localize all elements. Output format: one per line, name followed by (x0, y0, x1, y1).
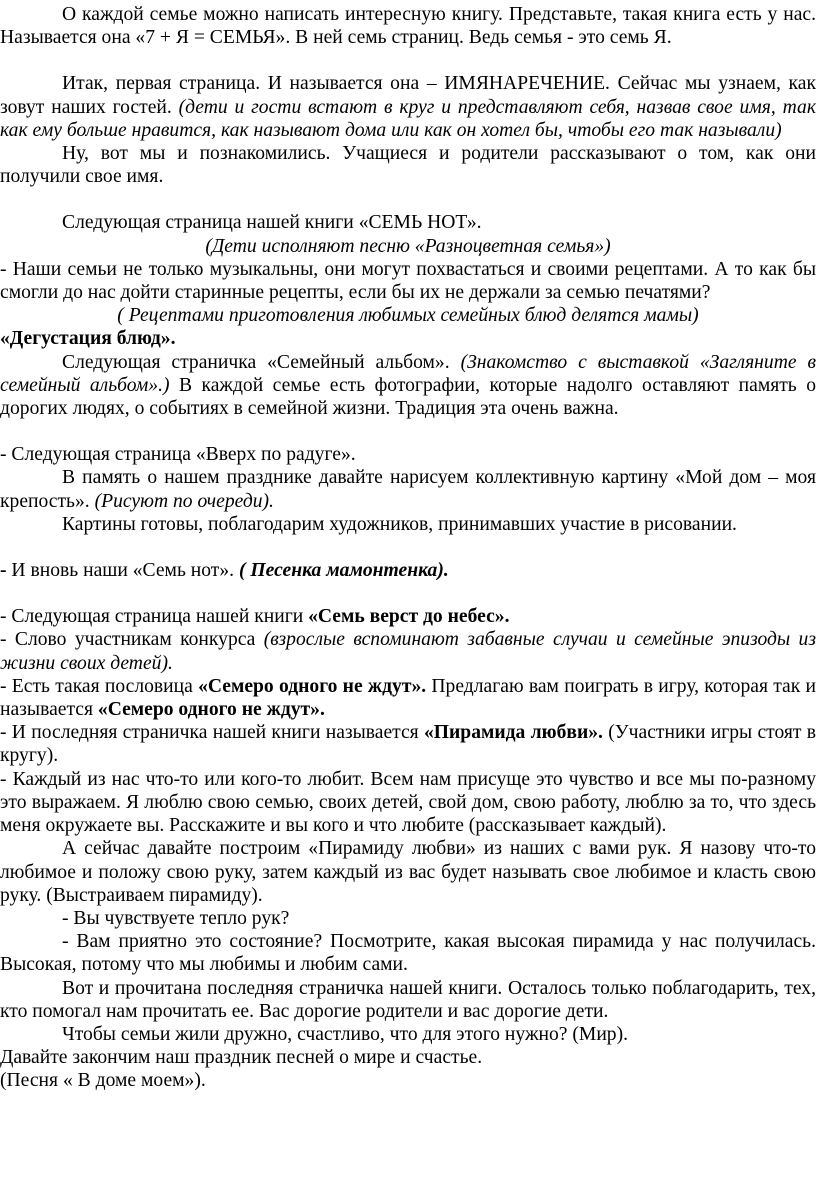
paragraph-proverb (0, 675, 816, 721)
stage-direction: ( Рецептами приготовления любимых семейных блюд делятся мамы) (117, 305, 699, 327)
text: - И последняя страничка нашей книги называется (0, 722, 424, 744)
paragraph-final-song (0, 1069, 816, 1092)
stage-direction: (Дети исполняют песню «Разноцветная семья») (205, 235, 611, 257)
paragraph-page-one (0, 72, 816, 142)
bold-title: «Семеро одного не ждут». (198, 675, 427, 697)
text: (Участники игры стоят в кругу). (0, 722, 816, 767)
paragraph-pictures-ready (0, 513, 816, 536)
text: Ну, вот мы и познакомились. Учащиеся и родители рассказывают о том, как они получили свое имя. (0, 143, 816, 188)
text: И вновь наши «Семь нот». (6, 560, 239, 582)
stage-direction: (Рисуют по очереди). (94, 490, 274, 512)
paragraph-last-page (0, 977, 816, 1023)
text: - Слово участникам конкурса (0, 629, 264, 651)
paragraph-finish (0, 1046, 816, 1069)
paragraph-high-pyramid (0, 930, 816, 976)
text: - Следующая страница нашей книги (0, 606, 309, 628)
text: Чтобы семьи жили дружно, счастливо, что для этого нужно? (Мир). (62, 1023, 629, 1045)
text: Предлагаю вам поиграть в игру, которая так и называется (0, 675, 816, 721)
text: - Вам приятно это состояние? Посмотрите, какая высокая пирамида у нас получилась. Высокая, потому что мы любимы и любим сами. (0, 931, 816, 976)
paragraph-rainbow (0, 443, 816, 466)
paragraph-drawing (0, 466, 816, 512)
text: Следующая страничка «Семейный альбом». (62, 351, 461, 373)
text: О каждой семье можно написать интересную книгу. Представьте, такая книга есть у нас. Называется она «7 + Я = СЕМЬЯ». В ней семь страниц. Ведь семья - это семь Я. (0, 4, 816, 49)
paragraph-contest (0, 628, 816, 674)
bold-dash: - (0, 560, 7, 582)
paragraph-everyone-loves (0, 768, 816, 838)
bold-title: «Семеро одного не ждут». (97, 699, 325, 721)
paragraph-build-pyramid (0, 837, 816, 907)
stage-direction: (дети и гости встают в круг и представляют себя, назвав свое имя, так как ему больше нравится, как называют дома или как он хотел бы, чтобы его так называли) (0, 96, 816, 141)
paragraph-intro (0, 3, 816, 49)
text: В каждой семье есть фотографии, которые надолго оставляют память о дорогих людях, о событиях в семейной жизни. Традиция эта очень важна. (0, 374, 816, 420)
paragraph-love-pyramid (0, 721, 816, 767)
bold-title: «Семь верст до небес». (308, 606, 510, 628)
paragraph-warmth (0, 907, 816, 930)
paragraph-recipes (0, 258, 816, 304)
paragraph-seven-notes (0, 211, 816, 234)
stage-direction: (Знакомство с выставкой «Загляните в семейный альбом».) (0, 351, 816, 396)
text: Картины готовы, поблагодарим художников, принимавших участие в рисовании. (62, 513, 737, 535)
paragraph-seven-versts (0, 605, 816, 628)
text: Следующая страница нашей книги «СЕМЬ НОТ». (62, 212, 482, 234)
text: - Каждый из нас что-то или кого-то любит. Всем нам присуще это чувство и все мы по-разному это выражаем. Я люблю свою семью, своих детей, свой дом, свою работу, люблю за то, что здесь меня окружаете вы. Расскажите и вы кого и что любите (рассказывает каждый). (0, 768, 816, 837)
paragraph-family-album (0, 351, 816, 421)
stage-direction: (взрослые вспоминают забавные случаи и семейные эпизоды из жизни своих детей). (0, 629, 816, 674)
text: - Наши семьи не только музыкальны, они могут похвастаться и своими рецептами. А то как бы смогли до нас дойти старинные рецепты, если бы их не держали за семью печатями? (0, 258, 816, 304)
bold-title: «Пирамида любви». (423, 722, 603, 744)
text: - Следующая страница «Вверх по радуге». (0, 444, 356, 466)
text: - Вы чувствуете тепло рук? (62, 907, 290, 929)
text: Вот и прочитана последняя страничка нашей книги. Осталось только поблагодарить, тех, кто помогал нам прочитать ее. Вас дорогие родители и вас дорогие дети. (0, 977, 816, 1022)
paragraph-recipes-direction (0, 304, 816, 327)
paragraph-song-direction (0, 235, 816, 258)
text: (Песня « В доме моем»). (0, 1070, 206, 1092)
text: В память о нашем празднике давайте нарисуем коллективную картину «Мой дом – моя крепость». (0, 467, 816, 512)
text: Давайте закончим наш праздник песней о мире и счастье. (0, 1047, 483, 1069)
paragraph-peace (0, 1023, 816, 1046)
text: А сейчас давайте построим «Пирамиду любви» из наших с вами рук. Я назову что-то любимое и положу свою руку, затем каждый из вас будет называть свое любимое и класть свою руку. (Выстраиваем пирамиду). (0, 838, 816, 906)
bold-title: «Дегустация блюд». (0, 328, 176, 350)
song-title: ( Песенка мамонтенка). (238, 560, 449, 582)
document-body (0, 3, 816, 1093)
paragraph-tasting (0, 327, 816, 350)
paragraph-seven-notes-again (0, 559, 816, 582)
text: Итак, первая страница. И называется она – ИМЯНАРЕЧЕНИЕ. Сейчас мы узнаем, как зовут наших гостей. (0, 73, 816, 118)
text: - Есть такая пословица (0, 675, 199, 697)
paragraph-acquainted (0, 142, 816, 188)
